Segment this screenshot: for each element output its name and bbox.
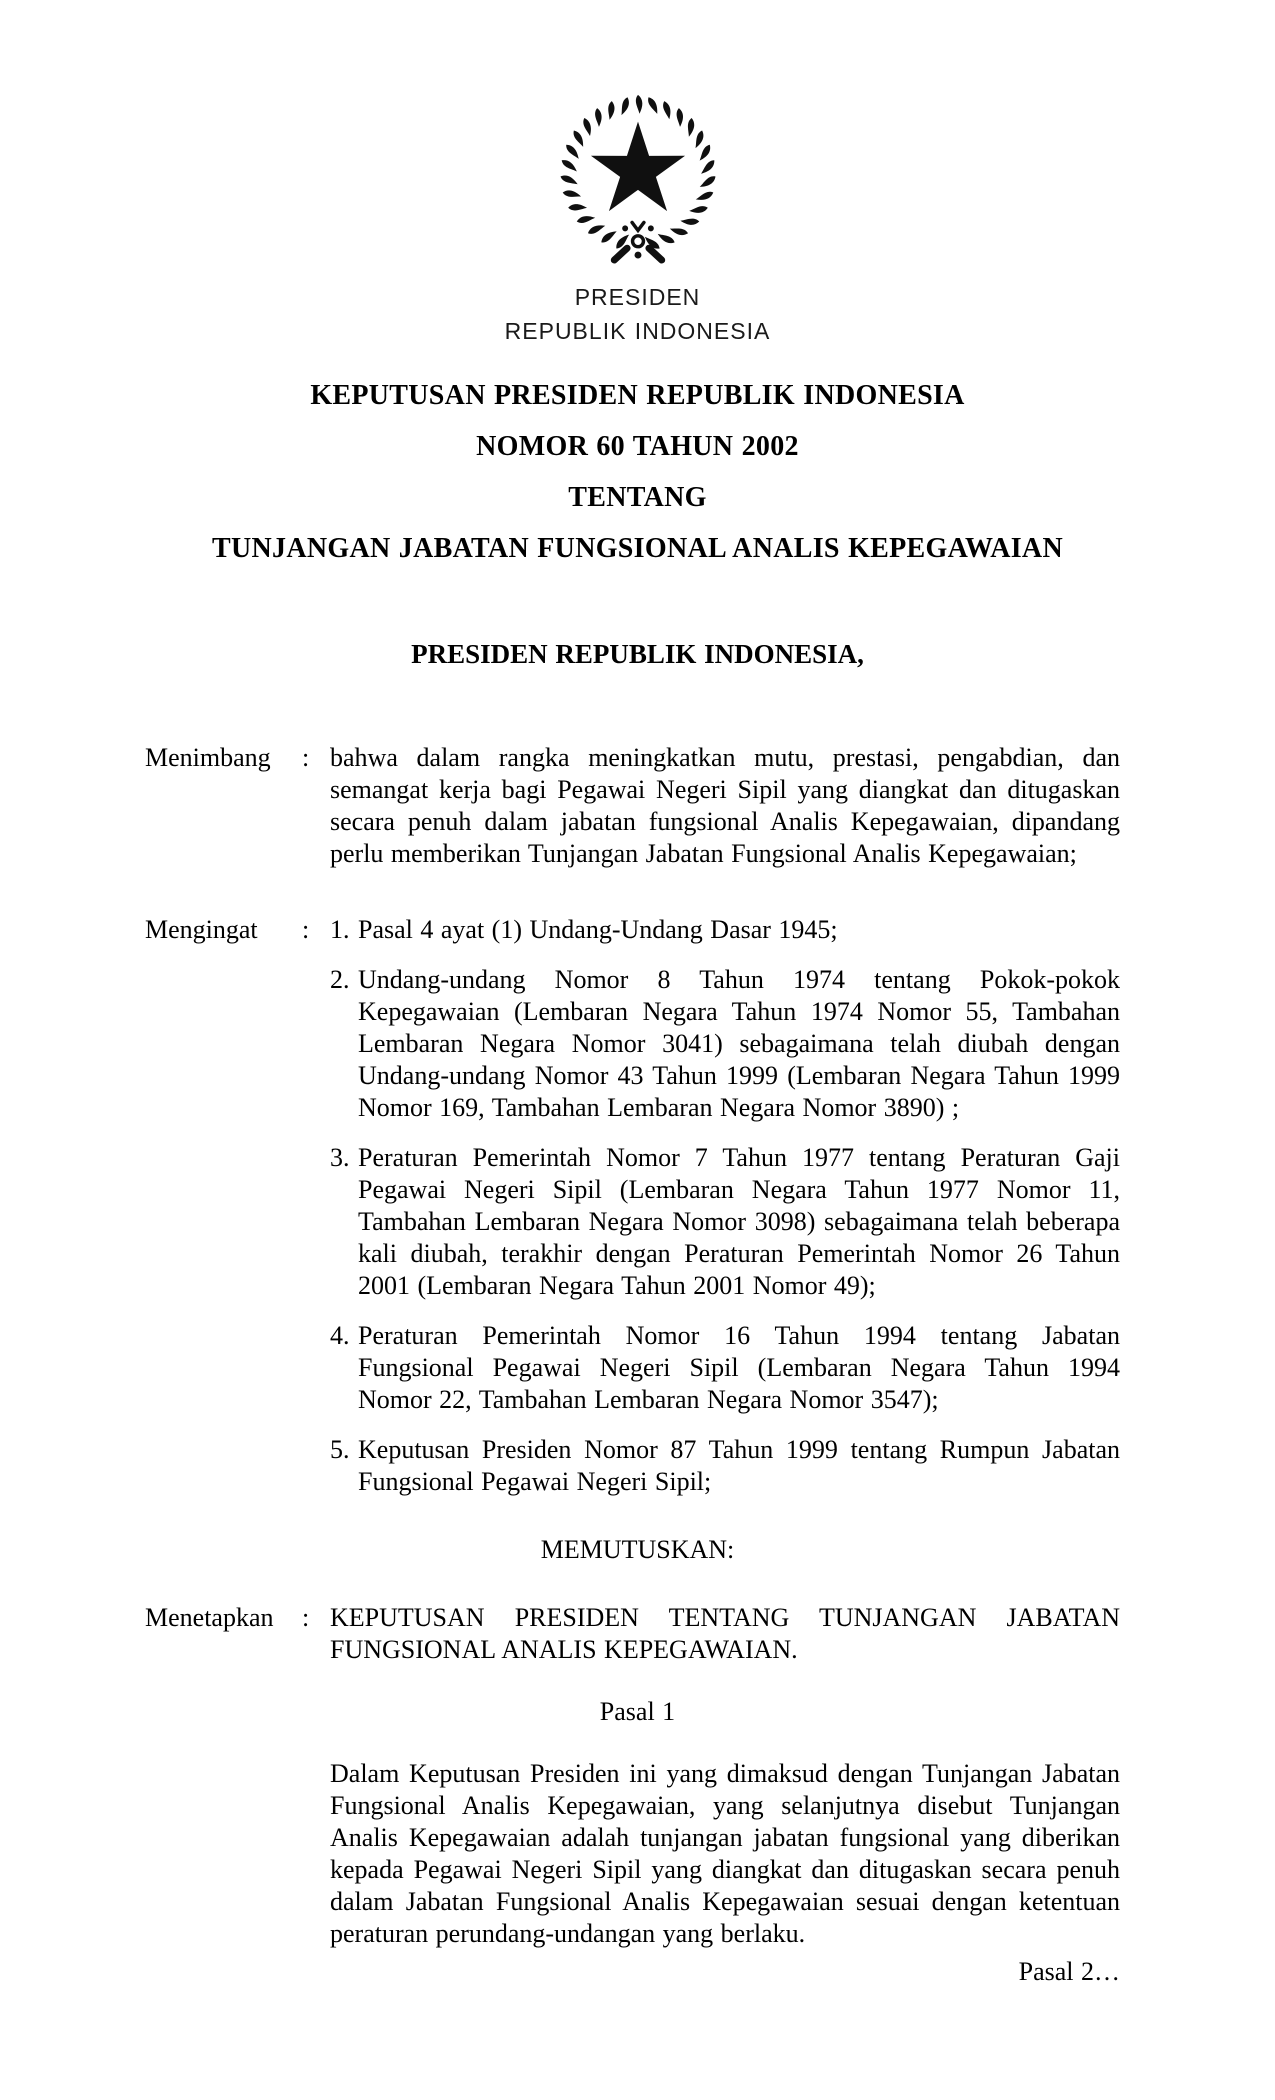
- item-number: 1.: [330, 915, 350, 944]
- legal-basis-item: [330, 1142, 1120, 1302]
- item-text: Pasal 4 ayat (1) Undang-Undang Dasar 1945;: [358, 915, 838, 944]
- mengingat-section: [145, 914, 1120, 1498]
- decree-title-block: [0, 370, 1275, 574]
- menimbang-label: Menimbang: [145, 743, 271, 772]
- item-text: Undang-undang Nomor 8 Tahun 1974 tentang Pokok-pokok Kepegawaian (Lembaran Negara Tahun 1974 Nomor 55, Tambahan Lembaran Negara Nomor 3041) sebagaimana telah diubah dengan Undang-undang Nomor 43 Tahun 1999 (Lembaran Negara Tahun 1999 Nomor 169, Tambahan Lembaran Negara Nomor 3890) ;: [358, 965, 1120, 1122]
- item-text: Peraturan Pemerintah Nomor 16 Tahun 1994 tentang Jabatan Fungsional Pegawai Negeri Sipil (Lembaran Negara Tahun 1994 Nomor 22, Tambahan Lembaran Negara Nomor 3547);: [358, 1321, 1120, 1414]
- menetapkan-colon: :: [302, 1603, 310, 1632]
- star-wreath-emblem-icon: [549, 84, 727, 266]
- item-number: 2.: [330, 965, 350, 994]
- legal-basis-item: [330, 1434, 1120, 1498]
- item-number: 5.: [330, 1435, 350, 1464]
- national-emblem: [0, 0, 1275, 266]
- menimbang-section: [145, 742, 1120, 870]
- pasal-1-heading: Pasal 1: [599, 1697, 676, 1726]
- decree-title-number: NOMOR 60 TAHUN 2002: [476, 431, 799, 462]
- star-icon: [590, 122, 684, 211]
- memutuskan-heading: MEMUTUSKAN:: [540, 1535, 735, 1564]
- letterhead-republik-indonesia: REPUBLIK INDONESIA: [504, 318, 771, 344]
- item-number: 4.: [330, 1321, 350, 1350]
- legal-basis-item: [330, 1320, 1120, 1416]
- letterhead-presiden: PRESIDEN: [574, 284, 701, 310]
- menetapkan-text: KEPUTUSAN PRESIDEN TENTANG TUNJANGAN JABATAN FUNGSIONAL ANALIS KEPEGAWAIAN.: [330, 1603, 1120, 1664]
- mengingat-list: [330, 914, 1120, 1498]
- letterhead: [0, 280, 1275, 348]
- menetapkan-label: Menetapkan: [145, 1603, 274, 1632]
- legal-basis-item: [330, 914, 1120, 946]
- item-text: Keputusan Presiden Nomor 87 Tahun 1999 tentang Rumpun Jabatan Fungsional Pegawai Negeri Sipil;: [358, 1435, 1120, 1496]
- pasal-2-continuation: Pasal 2…: [1018, 1957, 1120, 1986]
- menimbang-text: bahwa dalam rangka meningkatkan mutu, prestasi, pengabdian, dan semangat kerja bagi Pegawai Negeri Sipil yang diangkat dan ditugaskan secara penuh dalam jabatan fungsional Analis Kepegawaian, dipandang perlu memberikan Tunjangan Jabatan Fungsional Analis Kepegawaian;: [330, 743, 1120, 868]
- item-text: Peraturan Pemerintah Nomor 7 Tahun 1977 tentang Peraturan Gaji Pegawai Negeri Sipil (Lembaran Negara Tahun 1977 Nomor 11, Tambahan Lembaran Negara Nomor 3098) sebagaimana telah beberapa kali diubah, terakhir dengan Peraturan Pemerintah Nomor 26 Tahun 2001 (Lembaran Negara Tahun 2001 Nomor 49);: [358, 1143, 1120, 1300]
- item-number: 3.: [330, 1143, 350, 1172]
- decree-title-subject: TUNJANGAN JABATAN FUNGSIONAL ANALIS KEPEGAWAIAN: [212, 533, 1063, 564]
- legal-basis-item: [330, 964, 1120, 1124]
- pasal-1-body: Dalam Keputusan Presiden ini yang dimaksud dengan Tunjangan Jabatan Fungsional Analis Kepegawaian, yang selanjutnya disebut Tunjangan Analis Kepegawaian adalah tunjangan jabatan fungsional yang diberikan kepada Pegawai Negeri Sipil yang diangkat dan ditugaskan secara penuh dalam Jabatan Fungsional Analis Kepegawaian sesuai dengan ketentuan peraturan perundang-undangan yang berlaku.: [330, 1759, 1120, 1948]
- menimbang-colon: :: [302, 743, 310, 772]
- decree-title-tentang: TENTANG: [568, 482, 707, 513]
- mengingat-label: Mengingat: [145, 915, 258, 944]
- decree-title-line-1: KEPUTUSAN PRESIDEN REPUBLIK INDONESIA: [310, 380, 965, 411]
- menetapkan-section: [145, 1602, 1120, 1666]
- salutation: PRESIDEN REPUBLIK INDONESIA,: [411, 639, 864, 669]
- mengingat-colon: :: [302, 915, 310, 944]
